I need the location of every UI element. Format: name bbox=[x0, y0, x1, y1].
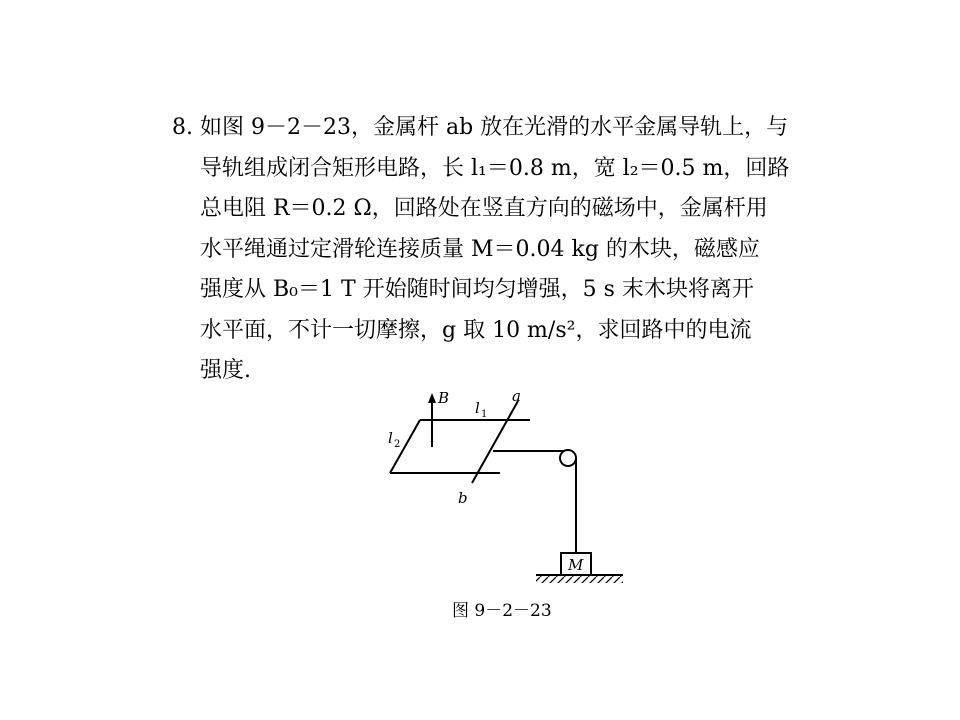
problem-line-7: 强度. bbox=[200, 358, 251, 383]
figure-caption: 图 9－2－23 bbox=[452, 601, 552, 621]
problem-line-3: 总电阻 R＝0.2 Ω，回路处在竖直方向的磁场中，金属杆用 bbox=[200, 196, 768, 221]
problem-line-1: 8. 如图 9－2－23，金属杆 ab 放在光滑的水平金属导轨上，与 bbox=[172, 115, 789, 140]
label-l2-sub: 2 bbox=[394, 439, 401, 450]
label-b-rod: b bbox=[458, 489, 468, 507]
label-l1: l bbox=[475, 399, 480, 417]
problem-line-2: 导轨组成闭合矩形电路，长 l₁＝0.8 m，宽 l₂＝0.5 m，回路 bbox=[200, 155, 790, 181]
pulley bbox=[560, 450, 576, 466]
problem-line-6: 水平面，不计一切摩擦，g 取 10 m/s²，求回路中的电流 bbox=[200, 317, 752, 343]
problem-text bbox=[172, 108, 832, 392]
circuit-figure bbox=[380, 385, 630, 595]
label-b-field: B bbox=[438, 389, 450, 407]
problem-line-4: 水平绳通过定滑轮连接质量 M＝0.04 kg 的木块，磁感应 bbox=[200, 236, 760, 262]
label-l2: l bbox=[388, 429, 393, 447]
label-m: M bbox=[568, 556, 584, 574]
label-l1-sub: 1 bbox=[481, 409, 488, 420]
label-a: a bbox=[512, 387, 521, 405]
ground-hatch bbox=[536, 576, 623, 583]
problem-line-5: 强度从 B₀＝1 T 开始随时间均匀增强，5 s 末木块将离开 bbox=[200, 277, 754, 302]
field-arrow-head bbox=[428, 393, 436, 403]
